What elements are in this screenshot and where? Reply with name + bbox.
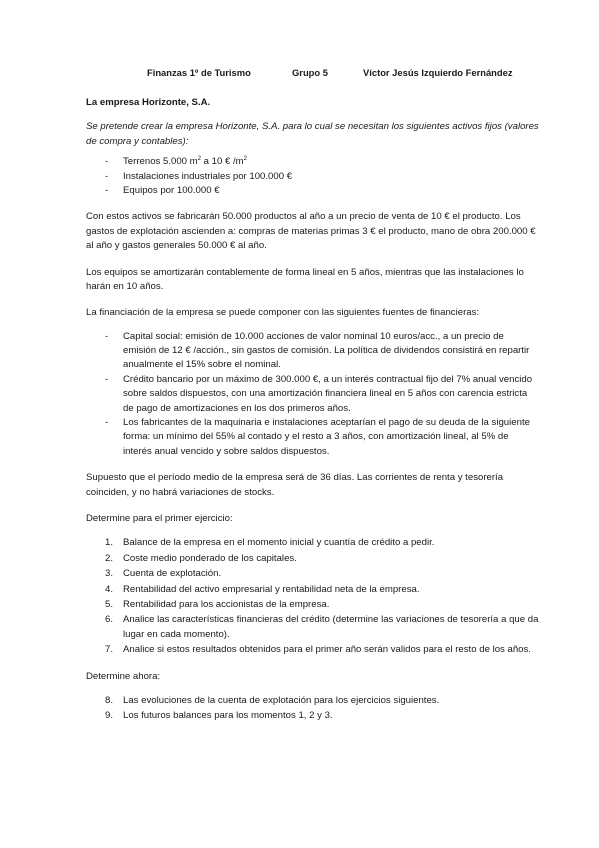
tasks-first-list	[86, 536, 539, 657]
asset-item-instalaciones: - Instalaciones industriales por 100.000 €	[86, 170, 539, 184]
financing-list	[86, 330, 539, 460]
financing-item: - Capital social: emisión de 10.000 acciones de valor nominal 10 euros/acc., a un precio de emisión de 12 € /acción., sin gastos de comisión. La política de dividendos consistirá en repartir anualmente el 15% sobre el nominal.	[86, 330, 539, 373]
asset-item-equipos: - Equipos por 100.000 €	[86, 184, 539, 198]
intro-paragraph: Se pretende crear la empresa Horizonte, S.A. para lo cual se necesitan los siguientes activos fijos (valores de compra y contables):	[86, 121, 539, 147]
header-author: Víctor Jesús Izquierdo Fernández	[363, 67, 513, 78]
header-course: Finanzas 1º de Turismo	[147, 67, 251, 78]
task-item: 5. Rentabilidad para los accionistas de la empresa.	[105, 598, 330, 610]
document-title: La empresa Horizonte, S.A.	[86, 97, 211, 108]
amortization-paragraph: Los equipos se amortizarán contablemente de forma lineal en 5 años, mientras que las instalaciones lo harán en 10 años.	[86, 266, 524, 292]
determine-first-heading: Determine para el primer ejercicio:	[86, 512, 233, 524]
task-item: 9. Los futuros balances para los momentos 1, 2 y 3.	[105, 710, 333, 722]
assumption-paragraph: Supuesto que el período medio de la empresa será de 36 días. Las corrientes de renta y tesorería coinciden, y no habrá variaciones de stocks.	[86, 472, 504, 498]
task-item: 7. Analice si estos resultados obtenidos para el primer año serán validos para el resto de los años.	[105, 644, 531, 656]
production-paragraph: Con estos activos se fabricarán 50.000 productos al año a un precio de venta de 10 € el producto. Los gastos de explotación ascienden a: compras de materias primas 3 € el producto, mano de obra 200.000 € al año y gastos generales 50.000 € al año.	[86, 211, 536, 252]
assets-list	[86, 155, 539, 198]
financing-item: - Crédito bancario por un máximo de 300.000 €, a un interés contractual fijo del 7% anual vencido sobre saldos dispuestos, con una amortización financiera lineal en 5 años con carencia estricta de pago de amortizaciones en los dos primeros años.	[86, 373, 539, 416]
task-item: 1. Balance de la empresa en el momento inicial y cuantía de crédito a pedir.	[105, 537, 435, 549]
financing-item: - Los fabricantes de la maquinaria e instalaciones aceptarían el pago de su deuda de la siguiente forma: un mínimo del 55% al contado y el resto a 3 años, con amortización lineal, al 5% de interés anual vencido y sobre saldos dispuestos.	[86, 416, 539, 459]
asset-item-terrenos: - Terrenos 5.000 $m^2$ a 10 € $/m^2$	[86, 155, 539, 169]
financing-intro: La financiación de la empresa se puede componer con las siguientes fuentes de financieras:	[86, 307, 480, 319]
task-item: 6. Analice las características financieras del crédito (determine las variaciones de tesorería a que da lugar en cada momento).	[105, 614, 539, 640]
header-group: Grupo 5	[292, 67, 328, 78]
tasks-now-list	[86, 694, 539, 724]
task-item: 4. Rentabilidad del activo empresarial y rentabilidad neta de la empresa.	[105, 583, 420, 595]
task-item: 2. Coste medio ponderado de los capitales.	[105, 552, 297, 564]
determine-now-heading: Determine ahora:	[86, 670, 161, 682]
page-header	[86, 66, 539, 80]
task-item: 8. Las evoluciones de la cuenta de explotación para los ejercicios siguientes.	[105, 694, 440, 706]
task-item: 3. Cuenta de explotación.	[105, 568, 222, 580]
